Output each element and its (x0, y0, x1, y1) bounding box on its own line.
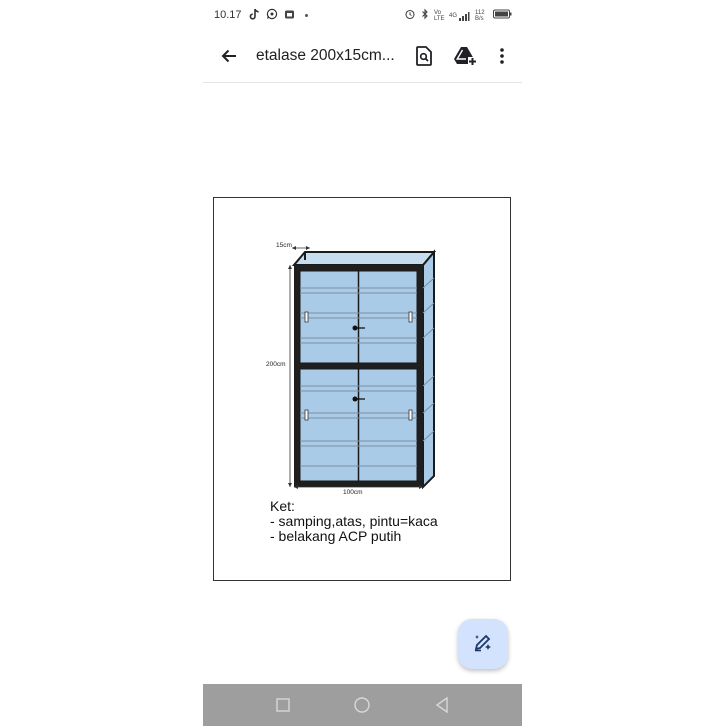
back-arrow-icon[interactable] (217, 44, 241, 68)
phone-screen (203, 0, 522, 726)
door-handle (305, 312, 308, 322)
battery-icon (492, 9, 512, 22)
navigation-bar (203, 684, 522, 726)
data-speed-icon: 112 B/s (475, 9, 485, 22)
status-time: 10.17 (214, 9, 242, 21)
notes-line: - samping,atas, pintu=kaca (270, 513, 438, 529)
dot-icon (305, 14, 308, 17)
notification-icons (249, 8, 308, 23)
volte-icon: Vo LTE (433, 9, 445, 22)
status-bar (203, 0, 522, 30)
bluetooth-icon (421, 8, 429, 23)
depth-label: 15cm (276, 242, 292, 249)
tiktok-icon (249, 8, 260, 23)
door-handle (409, 312, 412, 322)
cabinet-side-panel (423, 252, 434, 487)
height-label: 200cm (266, 361, 286, 368)
alarm-icon (404, 8, 416, 23)
drive-add-icon[interactable] (453, 44, 477, 68)
system-icons (404, 8, 512, 23)
edit-sparkle-icon (472, 631, 494, 658)
document-page (213, 197, 511, 581)
find-in-page-icon[interactable] (412, 44, 436, 68)
recents-square-icon[interactable] (272, 694, 294, 716)
notes-heading: Ket: (270, 498, 295, 514)
notes-line: - belakang ACP putih (270, 528, 402, 544)
width-label: 100cm (343, 489, 363, 496)
back-triangle-icon[interactable] (431, 694, 453, 716)
more-vert-icon[interactable] (490, 44, 514, 68)
home-circle-icon[interactable] (351, 694, 373, 716)
document-title: etalase 200x15cm... (256, 47, 395, 64)
gallery-icon (284, 9, 295, 23)
signal-icon: 4G (449, 10, 470, 22)
notes-block (270, 499, 438, 544)
cabinet-top-panel (294, 252, 434, 265)
edit-fab-button[interactable] (458, 619, 508, 669)
door-handle (409, 410, 412, 420)
whatsapp-icon (266, 8, 278, 23)
app-bar (203, 30, 522, 83)
door-handle (305, 410, 308, 420)
